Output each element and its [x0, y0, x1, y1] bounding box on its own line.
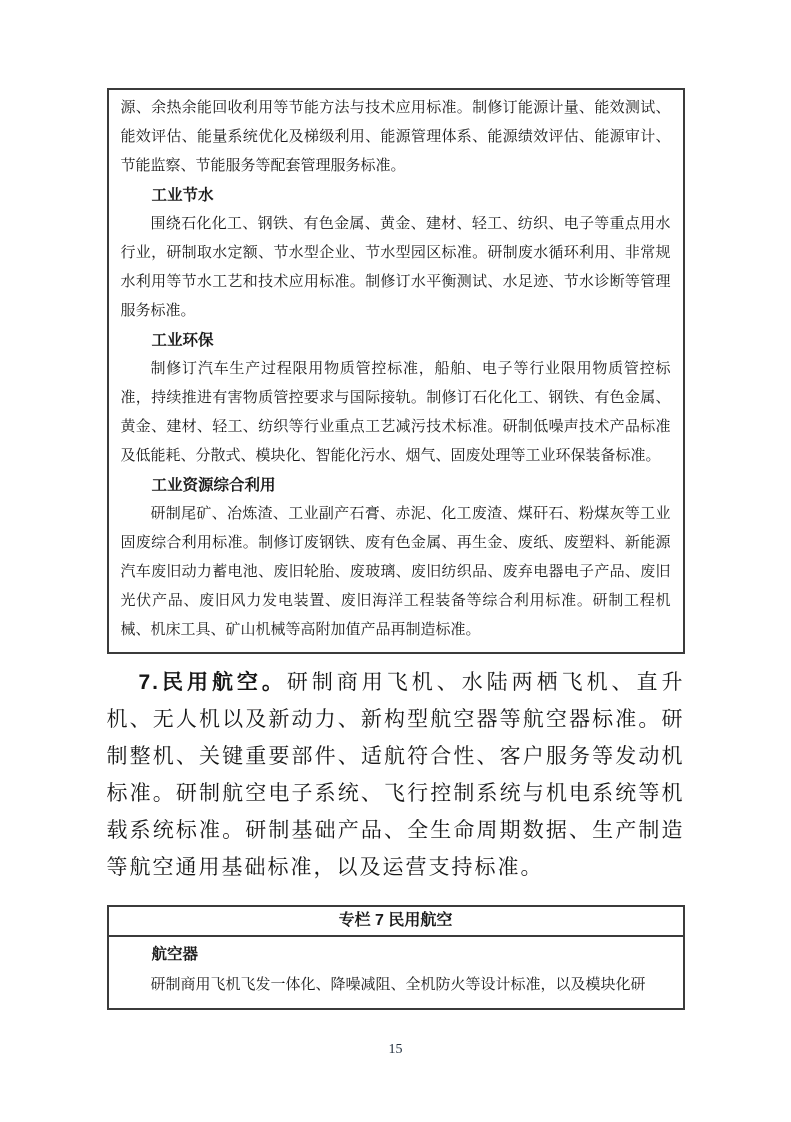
section-heading-industrial-water-saving: 工业节水: [151, 187, 214, 204]
section-body-industrial-environment: 制修订汽车生产过程限用物质管控标准，船舶、电子等行业限用物质管控标准，持续推进有害物质管控要求与国际接轨。制修订石化化工、钢铁、有色金属、黄金、建材、轻工、纺织等行业重点工艺减污技术标准。研制低噪声技术产品标准及低能耗、分散式、模块化、智能化污水、烟气、固废处理等工业环保装备标准。: [120, 361, 671, 464]
section-heading-resource-utilization: 工业资源综合利用: [151, 477, 276, 494]
page-content-column: [107, 0, 685, 1010]
industry-continuation-paragraph: 源、余热余能回收利用等节能方法与技术应用标准。制修订能源计量、能效测试、能效评估、能量系统优化及梯级利用、能源管理体系、能源绩效评估、能源审计、节能监察、节能服务等配套管理服务标准。: [120, 100, 671, 174]
column7-title: 专栏 7 民用航空: [109, 907, 683, 937]
section-heading-industrial-environment: 工业环保: [151, 332, 214, 349]
section-body-aircraft: 研制商用飞机飞发一体化、降噪减阻、全机防火等设计标准，以及模块化研: [150, 977, 646, 993]
paragraph-civil-aviation: [107, 664, 685, 886]
page-number: 15: [388, 1042, 403, 1057]
paragraph-civil-aviation-body: 研制商用飞机、水陆两栖飞机、直升机、无人机以及新动力、新构型航空器等航空器标准。研制整机、关键重要部件、适航符合性、客户服务等发动机标准。研制航空电子系统、飞行控制系统与机电系统等机载系统标准。研制基础产品、全生命周期数据、生产制造等航空通用基础标准，以及运营支持标准。: [106, 670, 685, 879]
section-body-industrial-water-saving: 围绕石化化工、钢铁、有色金属、黄金、建材、轻工、纺织、电子等重点用水行业，研制取水定额、节水型企业、节水型园区标准。研制废水循环利用、非常规水利用等节水工艺和技术应用标准。制修订水平衡测试、水足迹、节水诊断等管理服务标准。: [120, 216, 671, 319]
column7-body-area: [109, 937, 683, 1008]
panel-industry-green-standards: [107, 88, 685, 654]
section-heading-aircraft: 航空器: [151, 946, 199, 963]
paragraph-civil-aviation-label: 7.民用航空。: [138, 671, 287, 694]
panel-column7-civil-aviation: [107, 905, 685, 1010]
section-body-resource-utilization: 研制尾矿、冶炼渣、工业副产石膏、赤泥、化工废渣、煤矸石、粉煤灰等工业固废综合利用标准。制修订废钢铁、废有色金属、再生金、废纸、废塑料、新能源汽车废旧动力蓄电池、废旧轮胎、废玻璃、废旧纺织品、废弃电器电子产品、废旧光伏产品、废旧风力发电装置、废旧海洋工程装备等综合利用标准。研制工程机械、机床工具、矿山机械等高附加值产品再制造标准。: [120, 506, 671, 638]
